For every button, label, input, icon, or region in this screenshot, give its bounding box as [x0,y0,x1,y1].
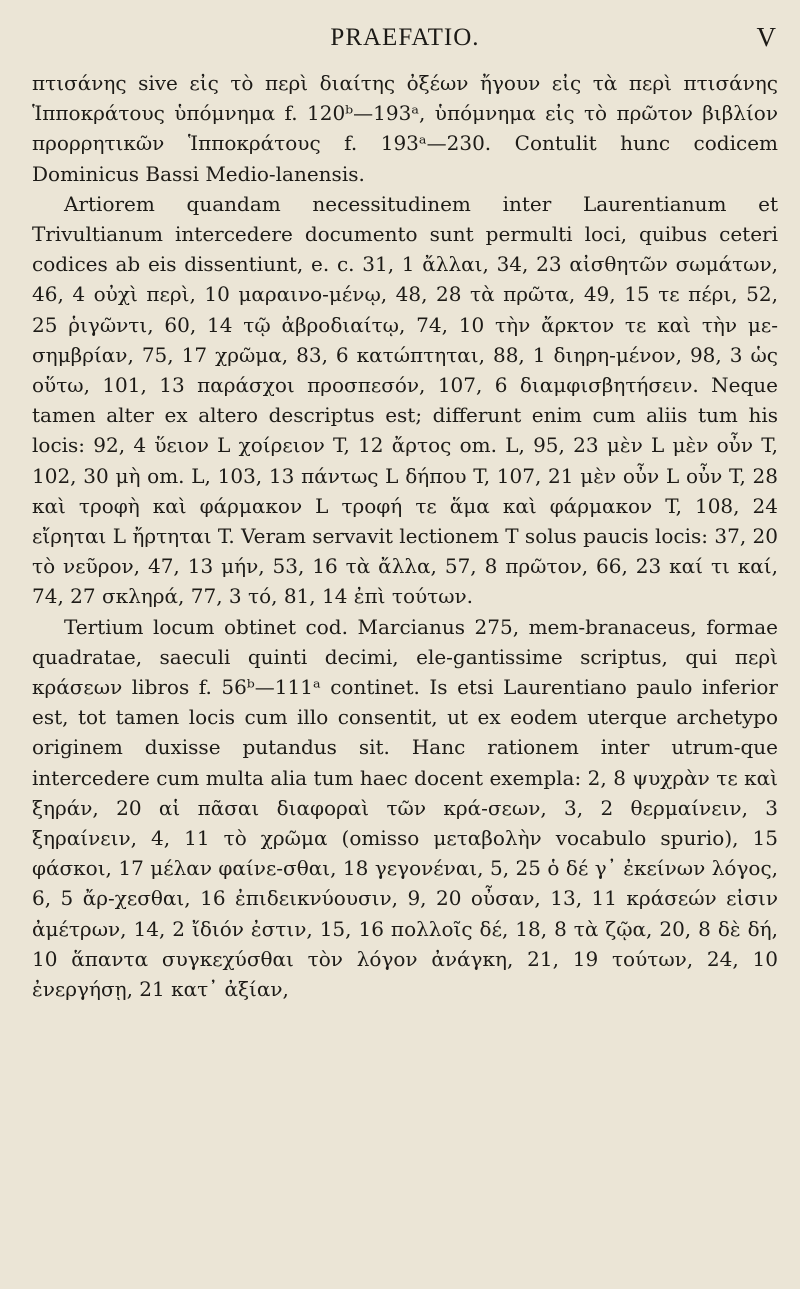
paragraph-marcianus: Tertium locum obtinet cod. Marcianus 275, mem-branaceus, formae quadratae, saeculi quinti decimi, ele-gantissime scriptus, qui περὶ κράσεων libros f. 56ᵇ—111ᵃ continet. Is etsi Laurentiano paulo inferior est, tot tamen locis cum illo consentit, ut ex eodem uterque archetypo originem duxisse putandus sit. Hanc rationem inter utrum-que intercedere cum multa alia tum haec docent exempla: 2, 8 ψυχρὰν τε καὶ ξηράν, 20 αἱ πᾶσαι διαφοραὶ τῶν κρά-σεων, 3, 2 θερμαίνειν, 3 ξηραίνειν, 4, 11 τὸ χρῶμα (omisso μεταβολὴν vocabulo spurio), 15 φάσκοι, 17 μέλαν φαίνε-σθαι, 18 γεγονέναι, 5, 25 ὁ δέ γ᾽ ἐκείνων λόγος, 6, 5 ἄρ-χεσθαι, 16 ἐπιδεικνύουσιν, 9, 20 οὖσαν, 13, 11 κράσεών εἰσιν ἀμέτρων, 14, 2 ἴδιόν ἐστιν, 15, 16 πολλοῖς δέ, 18, 8 τὰ ζῷα, 20, 8 δὲ δή, 10 ἅπαντα συγκεχύσθαι τὸν λόγον ἀνάγκη, 21, 19 τούτων, 24, 10 ἐνεργήσῃ, 21 κατ᾽ ἀξίαν, [32,614,778,1002]
running-title: PRAEFATIO. [330,24,480,51]
paragraph-laurentianus-trivultianus: Artiorem quandam necessitudinem inter Laurentianum et Trivultianum intercedere documento sunt permulti loci, quibus ceteri codices ab eis dissentiunt, e. c. 31, 1 ἄλλαι, 34, 23 αἰσθητῶν σωμάτων, 46, 4 οὐχὶ περὶ, 10 μαραινο-μένῳ, 48, 28 τὰ πρῶτα, 49, 15 τε πέρι, 52, 25 ῥιγῶντι, 60, 14 τῷ ἀβροδιαίτῳ, 74, 10 τὴν ἄρκτον τε καὶ τὴν με-σημβρίαν, 75, 17 χρῶμα, 83, 6 κατώπτηται, 88, 1 διηρη-μένον, 98, 3 ὡς οὕτω, 101, 13 παράσχοι προσπεσόν, 107, 6 διαμφισβητήσειν. Neque tamen alter ex altero descriptus est; differunt enim cum aliis tum his locis: 92, 4 ὕειον L χοίρειον T, 12 ἄρτος om. L, 95, 23 μὲν L μὲν οὖν T, 102, 30 μὴ om. L, 103, 13 πάντως L δήπου T, 107, 21 μὲν οὖν L οὖν T, 28 καὶ τροφὴ καὶ φάρμακον L τροφή τε ἅμα καὶ φάρμακον T, 108, 24 εἴρηται L ἤρτηται T. Veram servavit lectionem T solus paucis locis: 37, 20 τὸ νεῦρον, 47, 13 μήν, 53, 16 τὰ ἄλλα, 57, 8 πρῶτον, 66, 23 καί τι καί, 74, 27 σκληρά, 77, 3 τό, 81, 14 ἐπὶ τούτων. [32,191,778,609]
paragraph-continuation: πτισάνης sive εἰς τὸ περὶ διαίτης ὀξέων ἤγουν εἰς τὰ περὶ πτισάνης Ἱπποκράτους ὑπόμνημα f. 120ᵇ—193ᵃ, ὑπόμνημα εἰς τὸ πρῶτον βιβλίον προρρητικῶν Ἱπποκράτους f. 193ᵃ—230. Contulit hunc codicem Dominicus Bassi Medio-lanensis. [32,71,778,186]
body-text [32,68,778,1004]
page-number: V [756,22,776,52]
page-header [32,20,778,54]
